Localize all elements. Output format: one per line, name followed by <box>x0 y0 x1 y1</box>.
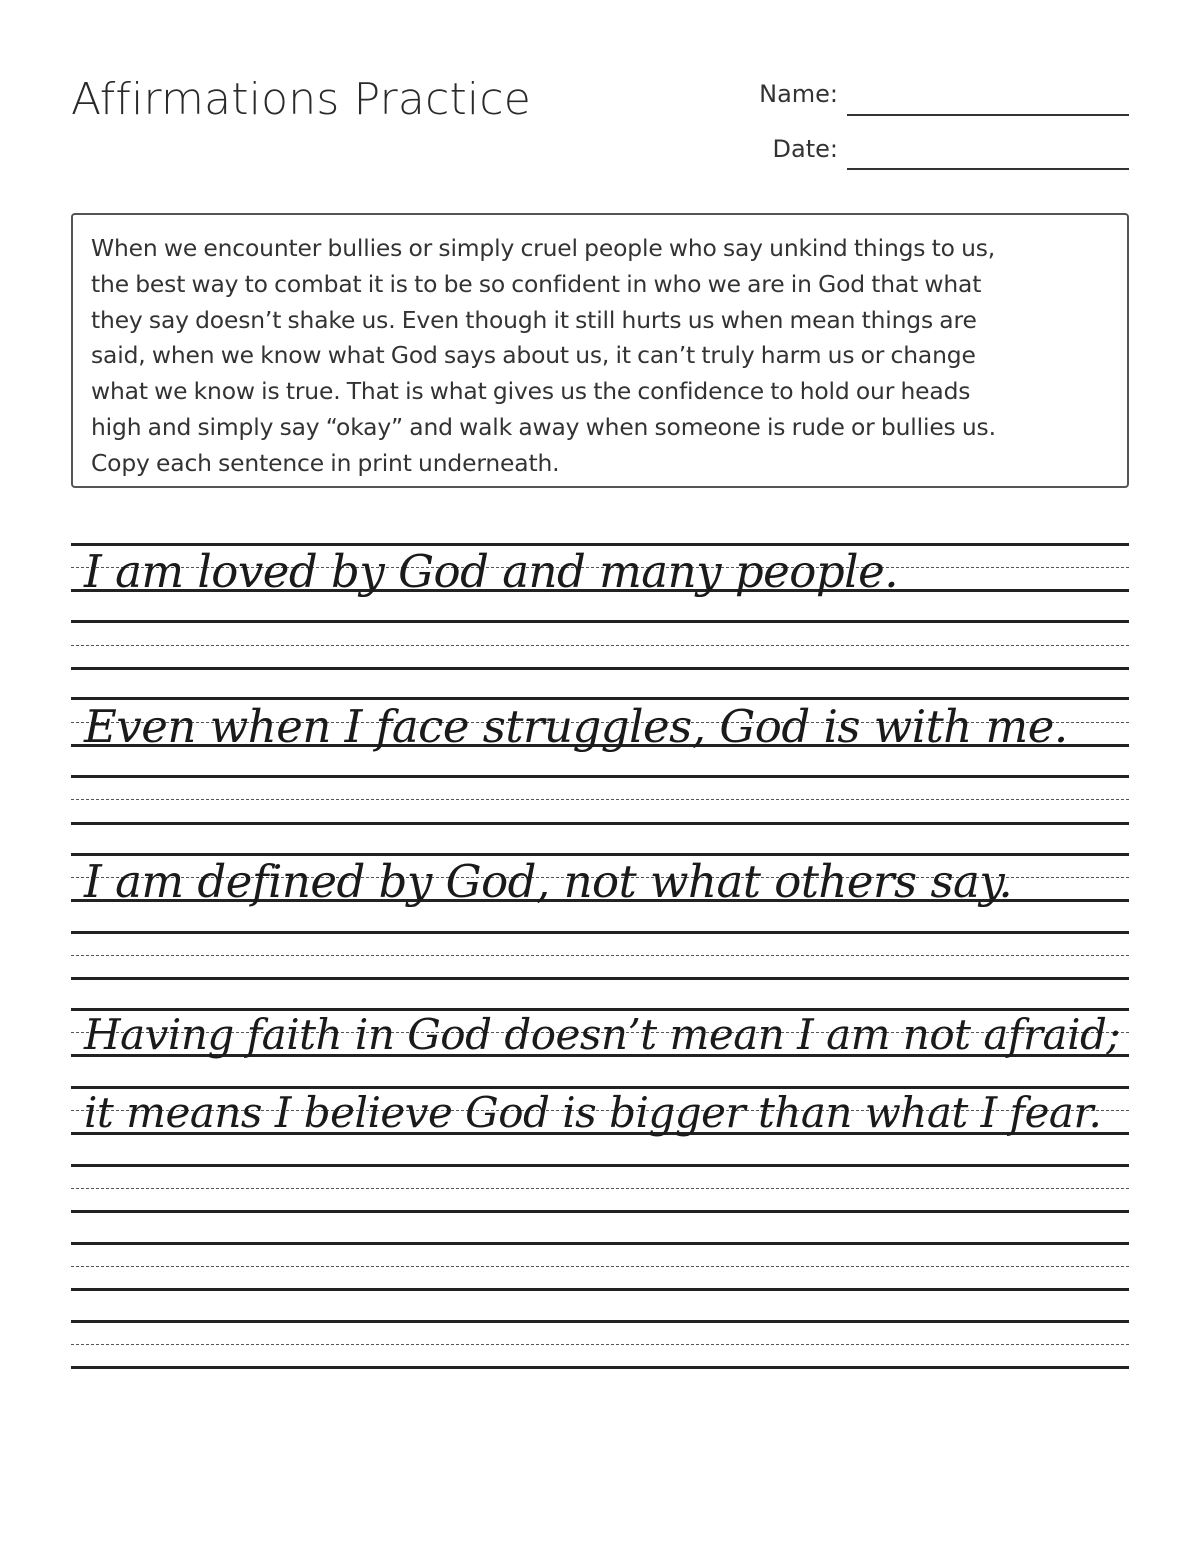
writing-line-top[interactable] <box>71 1320 1129 1323</box>
affirmation-sentence: I am loved by God and many people. <box>84 545 899 598</box>
instructions-line: Copy each sentence in print underneath. <box>91 448 560 477</box>
writing-line-midline[interactable] <box>71 955 1129 956</box>
writing-line-top[interactable] <box>71 775 1129 778</box>
affirmation-sentence: I am defined by God, not what others say. <box>84 855 1013 908</box>
writing-line-baseline[interactable] <box>71 1288 1129 1291</box>
instructions-line: what we know is true. That is what gives us the confidence to hold our heads <box>91 377 971 406</box>
instructions-line: they say doesn’t shake us. Even though it still hurts us when mean things are <box>91 305 977 334</box>
writing-line-baseline[interactable] <box>71 977 1129 980</box>
writing-line-top[interactable] <box>71 1242 1129 1245</box>
date-label: Date: <box>772 135 838 163</box>
writing-line-baseline[interactable] <box>71 822 1129 825</box>
writing-line-baseline[interactable] <box>71 667 1129 670</box>
instructions-line: When we encounter bullies or simply cruel people who say unkind things to us, <box>91 234 996 262</box>
page-title: Affirmations Practice <box>71 74 532 125</box>
instructions-line: the best way to combat it is to be so confident in who we are in God that what <box>91 269 982 298</box>
instructions-text <box>91 231 1109 482</box>
writing-line-baseline[interactable] <box>71 1366 1129 1369</box>
name-field[interactable] <box>847 114 1129 116</box>
instructions-box <box>71 213 1129 488</box>
writing-line-baseline[interactable] <box>71 1210 1129 1213</box>
affirmation-sentence: Having faith in God doesn’t mean I am not afraid; <box>84 1010 1121 1059</box>
affirmation-sentence: Even when I face struggles, God is with me. <box>84 700 1068 753</box>
name-label: Name: <box>759 80 838 108</box>
writing-line-midline[interactable] <box>71 799 1129 800</box>
date-field[interactable] <box>847 168 1129 170</box>
writing-line-midline[interactable] <box>71 1344 1129 1345</box>
affirmation-sentence: it means I believe God is bigger than what I fear. <box>84 1088 1102 1137</box>
instructions-line: said, when we know what God says about us, it can’t truly harm us or change <box>91 341 976 370</box>
writing-line-midline[interactable] <box>71 1266 1129 1267</box>
writing-line-top[interactable] <box>71 620 1129 623</box>
writing-line-midline[interactable] <box>71 645 1129 646</box>
instructions-line: high and simply say “okay” and walk away when someone is rude or bullies us. <box>91 412 996 441</box>
writing-line-midline[interactable] <box>71 1188 1129 1189</box>
writing-line-top[interactable] <box>71 1164 1129 1167</box>
writing-line-top[interactable] <box>71 931 1129 934</box>
